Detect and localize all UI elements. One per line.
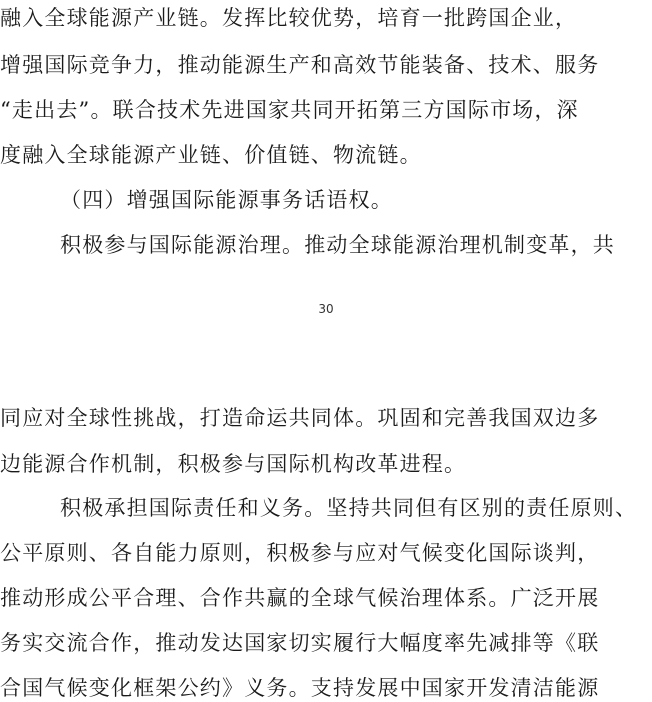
body-text-line: 融入全球能源产业链。发挥比较优势，培育一批跨国企业， xyxy=(0,6,578,30)
body-text-line: 积极参与国际能源治理。推动全球能源治理机制变革，共 xyxy=(60,233,615,257)
body-text-line: 合国气候变化框架公约》义务。支持发展中国家开发清洁能源 xyxy=(0,676,600,700)
body-text-line: 务实交流合作，推动发达国家切实履行大幅度率先减排等《联 xyxy=(0,631,600,655)
body-text-line: “走出去”。联合技术先进国家共同开拓第三方国际市场，深 xyxy=(0,98,579,122)
body-text-line: 公平原则、各自能力原则，积极参与应对气候变化国际谈判， xyxy=(0,541,600,565)
section-heading: （四）增强国际能源事务话语权。 xyxy=(60,188,393,212)
body-text-line: 同应对全球性挑战，打造命运共同体。巩固和完善我国双边多 xyxy=(0,406,600,430)
page-number: 30 xyxy=(318,302,334,316)
body-text-line: 边能源合作机制，积极参与国际机构改革进程。 xyxy=(0,452,467,476)
body-text-line: 积极承担国际责任和义务。坚持共同但有区别的责任原则、 xyxy=(60,496,638,520)
body-text-line: 度融入全球能源产业链、价值链、物流链。 xyxy=(0,143,422,167)
body-text-line: 推动形成公平合理、合作共赢的全球气候治理体系。广泛开展 xyxy=(0,586,600,610)
body-text-line: 增强国际竞争力，推动能源生产和高效节能装备、技术、服务 xyxy=(0,53,600,77)
